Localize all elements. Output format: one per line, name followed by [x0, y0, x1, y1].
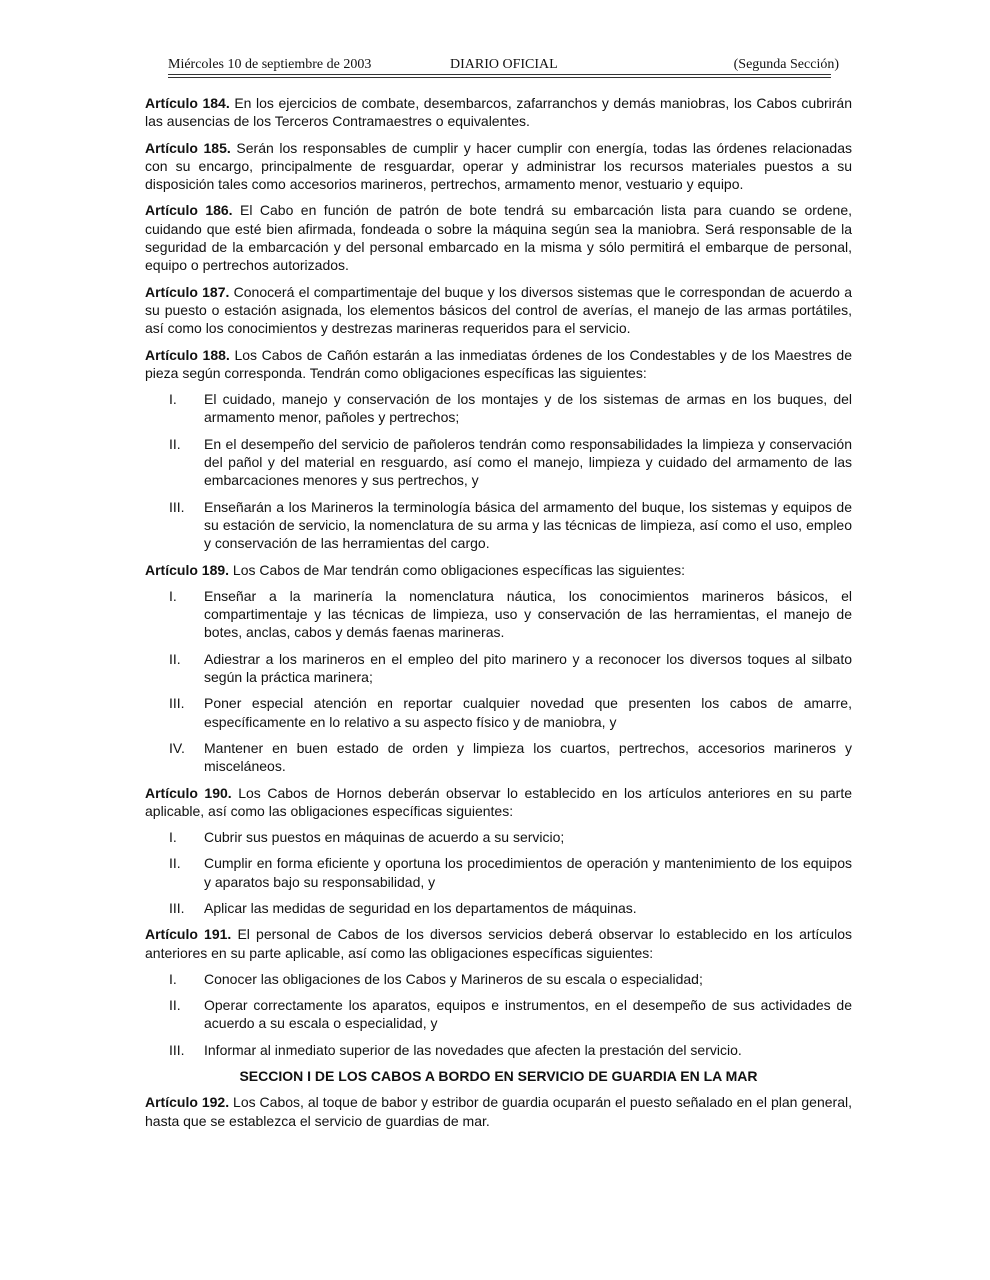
list-item-text: En el desempeño del servicio de pañoleros tendrán como responsabilidades la limpieza y conservación del pañol y del material en resguardo, así como el manejo, limpieza y cuidado del armamento de las embarcaciones menores y sus pertrechos, y	[204, 435, 852, 489]
list-item-number: III.	[169, 899, 185, 916]
article-187	[145, 283, 852, 338]
list-item-text: Mantener en buen estado de orden y limpieza los cuartos, pertrechos, accesorios marineros y misceláneos.	[204, 739, 852, 775]
article-label: Artículo 185.	[145, 139, 231, 156]
list-item-number: I.	[169, 829, 177, 846]
list-item-text: Cumplir en forma eficiente y oportuna los procedimientos de operación y mantenimiento de los equipos y aparatos bajo su responsabilidad, y	[204, 855, 852, 890]
section-heading: SECCION I DE LOS CABOS A BORDO EN SERVICIO DE GUARDIA EN LA MAR	[239, 1068, 758, 1085]
article-189	[145, 561, 852, 579]
article-text: Los Cabos de Mar tendrán como obligaciones específicas las siguientes:	[229, 561, 686, 578]
list-item-number: III.	[169, 695, 185, 712]
article-label: Artículo 190.	[145, 784, 232, 801]
list-item-text: Enseñar a la marinería la nomenclatura náutica, los conocimientos marineros básicos, el compartimentaje y las técnicas de limpieza, uso y conservación de las herramientas, el manejo de botes, anclas, cabos y demás faenas marineras.	[204, 587, 852, 641]
list-item-number: IV.	[169, 739, 185, 756]
list-item-number: III.	[169, 498, 185, 515]
list-item	[145, 587, 852, 642]
list-item-number: II.	[169, 650, 181, 667]
list-item-number: II.	[169, 855, 181, 872]
article-text: Los Cabos, al toque de babor y estribor de guardia ocuparán el puesto señalado en el plan general, hasta que se establezca el servicio de guardias de mar.	[145, 1094, 852, 1129]
list-item-text: Aplicar las medidas de seguridad en los departamentos de máquinas.	[204, 899, 637, 916]
header-rule-bottom	[168, 77, 831, 78]
header-rule-top	[168, 74, 831, 75]
header-section: (Segunda Sección)	[733, 57, 839, 72]
list-item-text: Cubrir sus puestos en máquinas de acuerdo a su servicio;	[204, 829, 565, 846]
article-190	[145, 784, 852, 821]
article-text: Conocerá el compartimentaje del buque y los diversos sistemas que le correspondan de acuerdo a su puesto o estación asignada, los elementos básicos del control de averías, el manejo de las armas portátiles, así como los conocimientos y destrezas marineras requeridos para el servicio.	[145, 283, 852, 337]
article-text: Los Cabos de Cañón estarán a las inmediatas órdenes de los Condestables y de los Maestres de pieza según corresponda. Tendrán como obligaciones específicas las siguientes:	[145, 346, 852, 381]
list-item-text: El cuidado, manejo y conservación de los montajes y de los sistemas de armas en los buques, del armamento menor, pañoles y pertrechos;	[204, 391, 852, 426]
list-item	[145, 1041, 852, 1059]
list-item-number: II.	[169, 997, 181, 1014]
article-188	[145, 346, 852, 383]
article-label: Artículo 187.	[145, 283, 230, 300]
article-label: Artículo 186.	[145, 202, 233, 219]
article-186	[145, 201, 852, 274]
list-item-text: Enseñarán a los Marineros la terminología básica del armamento del buque, los sistemas y equipos de su estación de servicio, la nomenclatura de su arma y las técnicas de limpieza, así como el uso, empleo y conservación de las herramientas del cargo.	[204, 498, 852, 552]
article-label: Artículo 192.	[145, 1094, 230, 1111]
list-item	[145, 694, 852, 731]
list-item-text: Informar al inmediato superior de las novedades que afecten la prestación del servicio.	[204, 1041, 742, 1058]
article-192	[145, 1093, 852, 1130]
list-item	[145, 650, 852, 687]
header-publication: DIARIO OFICIAL	[450, 57, 558, 72]
list-item-text: Poner especial atención en reportar cualquier novedad que presenten los cabos de amarre, específicamente en lo relativo a su aspecto físico y de maniobra, y	[204, 695, 852, 730]
article-label: Artículo 188.	[145, 346, 230, 363]
article-label: Artículo 189.	[145, 561, 230, 578]
article-text: Los Cabos de Hornos deberán observar lo establecido en los artículos anteriores en su parte aplicable, así como las obligaciones específicas siguientes:	[145, 784, 853, 819]
list-item	[145, 970, 852, 988]
article-text: En los ejercicios de combate, desembarcos, zafarranchos y demás maniobras, los Cabos cubrirán las ausencias de los Terceros Contramaestres o equivalentes.	[145, 95, 852, 130]
article-text: El Cabo en función de patrón de bote tendrá su embarcación lista para cuando se ordene, cuidando que esté bien afirmada, fondeada o sobre la máquina según sea la maniobra. Será responsable de la seguridad de la embarcación y del personal embarcado en la misma y sólo permitirá el embarque de personal, equipo o pertrechos autorizados.	[145, 202, 852, 274]
article-label: Artículo 191.	[145, 926, 232, 943]
article-191	[145, 925, 852, 962]
list-item-number: III.	[169, 1041, 185, 1058]
list-item	[145, 739, 852, 776]
document-body	[145, 94, 852, 1138]
article-185	[145, 139, 852, 194]
list-item	[145, 435, 852, 490]
list-item	[145, 498, 852, 553]
list-item	[145, 854, 852, 891]
list-item	[145, 996, 852, 1033]
list-item	[145, 899, 852, 917]
header-date: Miércoles 10 de septiembre de 2003	[168, 57, 372, 72]
list-item	[145, 390, 852, 427]
article-text: El personal de Cabos de los diversos servicios deberá observar lo establecido en los artículos anteriores en su parte aplicable, así como las obligaciones específicas siguientes:	[145, 926, 852, 961]
list-item-number: I.	[169, 970, 177, 987]
list-item-number: II.	[169, 435, 181, 452]
list-item-text: Adiestrar a los marineros en el empleo del pito marinero y a reconocer los diversos toques al silbato según la práctica marinera;	[204, 650, 852, 686]
list-item-number: I.	[169, 391, 177, 408]
list-item-number: I.	[169, 587, 177, 604]
article-184	[145, 94, 852, 131]
list-item	[145, 828, 852, 846]
article-text: Serán los responsables de cumplir y hacer cumplir con energía, todas las órdenes relacionadas con su encargo, principalmente de resguardar, operar y administrar los recursos materiales puestos a su disposición tales como accesorios marineros, pertrechos, armamento menor, vestuario y equipo.	[145, 139, 853, 193]
list-item-text: Operar correctamente los aparatos, equipos e instrumentos, en el desempeño de sus actividades de acuerdo a su escala o especialidad, y	[204, 997, 852, 1032]
article-label: Artículo 184.	[145, 95, 230, 111]
list-item-text: Conocer las obligaciones de los Cabos y Marineros de su escala o especialidad;	[204, 970, 703, 987]
